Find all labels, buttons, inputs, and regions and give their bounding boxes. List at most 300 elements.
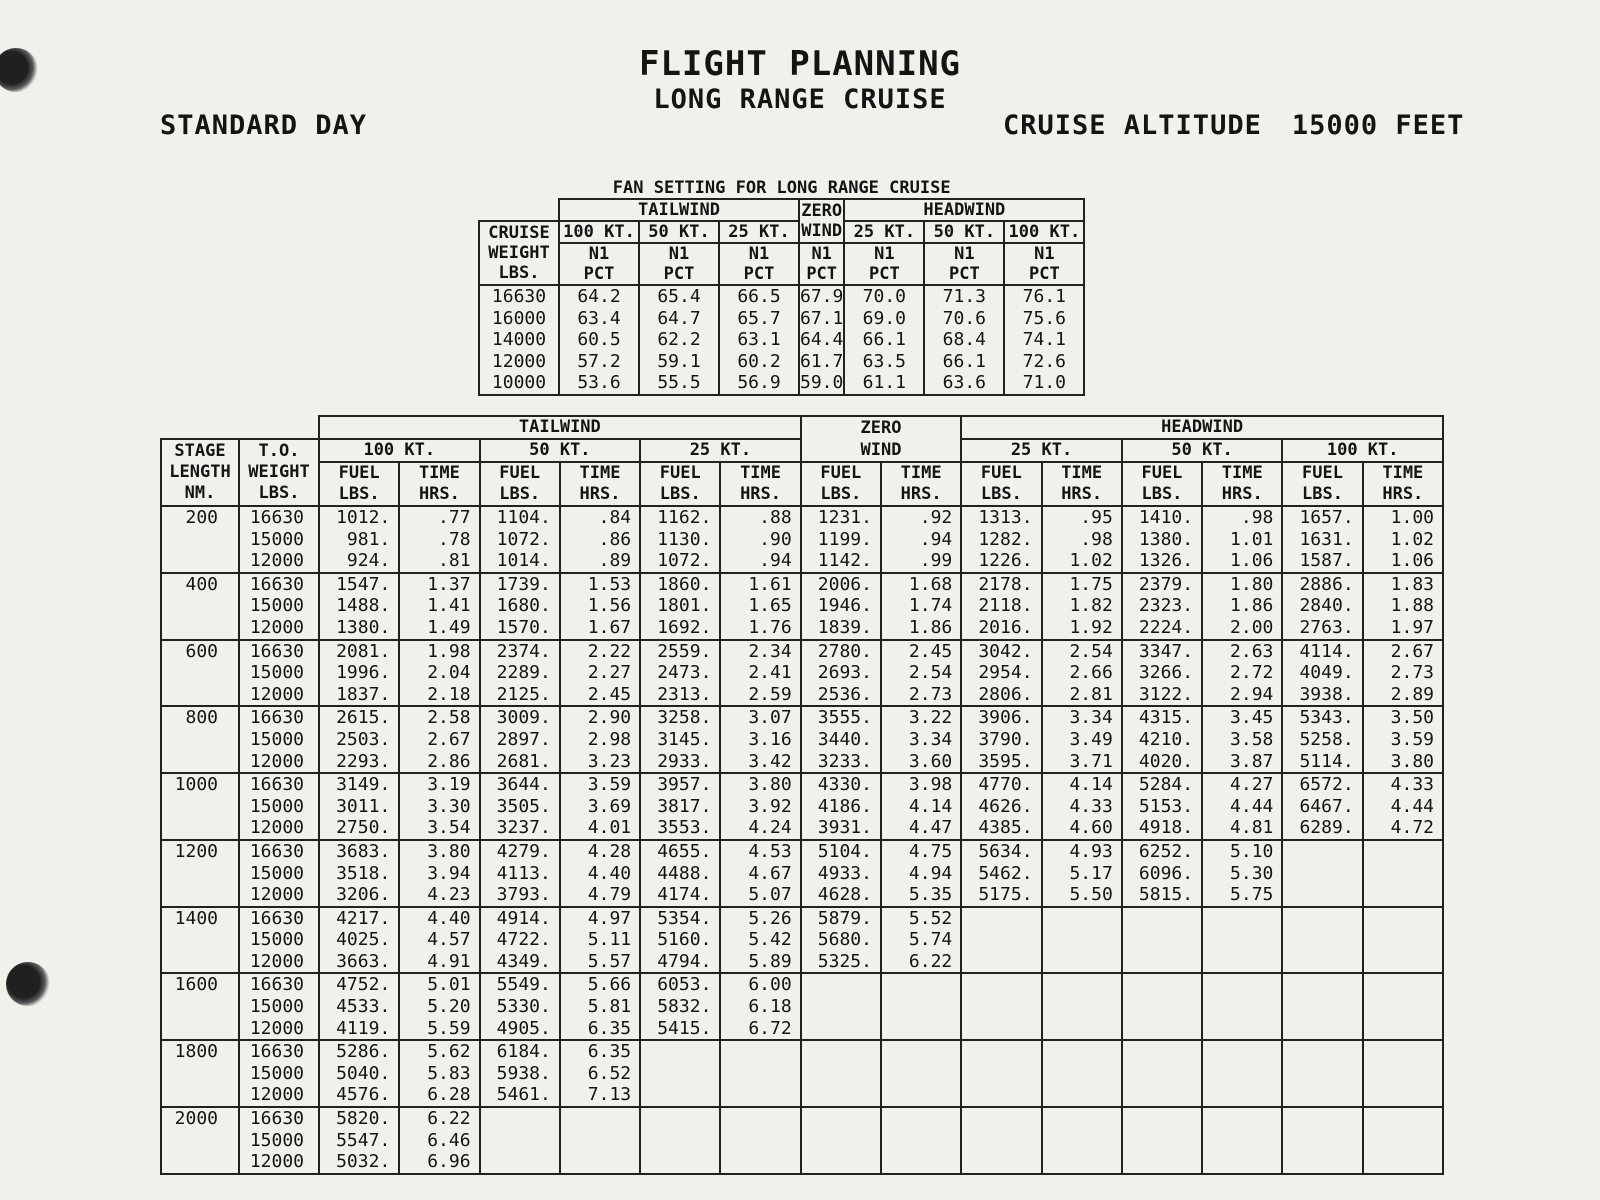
fan-n1-cell: 56.9 — [719, 372, 799, 395]
stage-length-cell: 1000 — [161, 773, 239, 840]
fan-col-header: 100 KT. — [559, 221, 639, 243]
time-value: 2.67 — [427, 728, 471, 750]
empty-line — [962, 908, 1032, 930]
fuel-value: 1380. — [336, 616, 391, 638]
empty-line — [1203, 929, 1273, 951]
empty-line — [721, 1151, 791, 1173]
time-value: .95 — [1080, 507, 1113, 528]
time-cell — [720, 706, 800, 773]
stage-length-cell: 800 — [161, 706, 239, 773]
fuel-value: 1657. — [1299, 507, 1354, 528]
fan-n1-cell: 63.4 — [559, 308, 639, 330]
time-value: .77 — [438, 507, 471, 528]
fuel-label: FUEL — [1141, 463, 1183, 483]
time-value: 4.97 — [587, 907, 632, 929]
time-header — [1363, 462, 1443, 506]
fuel-value: 3237. — [496, 817, 551, 839]
fuel-value: 3011. — [336, 795, 391, 817]
fuel-value: 3042. — [978, 640, 1033, 662]
empty-line — [962, 929, 1032, 951]
fuel-cell — [319, 573, 399, 640]
time-value: 1.49 — [427, 616, 471, 638]
time-value: 5.52 — [908, 907, 953, 929]
fuel-cell — [480, 973, 560, 1040]
empty-line — [1364, 1108, 1434, 1130]
fuel-value: 3793. — [496, 884, 551, 906]
time-cell — [1363, 573, 1443, 640]
fuel-value: 2897. — [496, 728, 551, 750]
fuel-value: 3555. — [817, 707, 872, 729]
time-cell — [1042, 706, 1122, 773]
fuel-value: 3122. — [1138, 683, 1194, 705]
time-value: 2.81 — [1069, 683, 1113, 705]
fuel-cell — [1282, 773, 1362, 840]
empty-line — [1123, 1041, 1193, 1063]
time-value: 5.89 — [748, 950, 792, 972]
empty-line — [802, 1108, 872, 1130]
empty-line — [882, 1108, 952, 1130]
time-value: 2.00 — [1230, 616, 1274, 638]
fuel-cell — [801, 640, 881, 707]
fuel-value: 3145. — [657, 728, 712, 750]
time-value: .88 — [759, 507, 792, 528]
time-cell — [1042, 773, 1122, 840]
empty-line — [641, 1041, 711, 1063]
fan-weight-cell: 10000 — [479, 372, 559, 395]
empty-line — [1123, 996, 1193, 1018]
fuel-cell — [319, 706, 399, 773]
wind-speed-header: 100 KT. — [319, 439, 480, 462]
weight-value: 16630 — [249, 573, 304, 595]
time-value: 3.59 — [1390, 728, 1434, 750]
time-value: .90 — [759, 528, 792, 550]
weight-value: 15000 — [249, 662, 304, 684]
time-value: 2.54 — [908, 662, 953, 684]
time-value: 3.92 — [748, 795, 792, 817]
empty-line — [1203, 1108, 1273, 1130]
fuel-cell — [1282, 706, 1362, 773]
fuel-value: 2681. — [496, 750, 551, 772]
time-value: 3.23 — [587, 750, 632, 772]
empty-line — [882, 1063, 952, 1085]
fuel-cell — [1122, 773, 1202, 840]
fuel-value: 1996. — [336, 662, 391, 684]
time-value: 6.46 — [427, 1129, 471, 1151]
fuel-cell — [640, 1040, 720, 1107]
empty-line — [1283, 1130, 1353, 1152]
weight-value: 15000 — [249, 795, 304, 817]
fuel-label: FUEL — [820, 463, 862, 483]
time-value: 6.35 — [587, 1017, 632, 1039]
time-cell — [881, 973, 961, 1040]
time-cell — [720, 506, 800, 573]
empty-line — [1123, 1151, 1193, 1173]
fan-table-row — [479, 285, 1084, 308]
time-value: 3.94 — [427, 862, 471, 884]
fuel-value: 5832. — [657, 996, 712, 1018]
time-value: 5.75 — [1230, 884, 1274, 906]
fan-col-header: 25 KT. — [719, 221, 799, 243]
time-value: 4.57 — [427, 929, 471, 951]
n1-pct-header — [799, 243, 844, 285]
time-unit: HRS. — [1061, 484, 1103, 504]
time-cell — [399, 907, 479, 974]
empty-line — [802, 1084, 872, 1106]
empty-line — [561, 1108, 631, 1130]
fuel-cell — [1282, 907, 1362, 974]
empty-line — [1283, 841, 1353, 863]
empty-line — [481, 1151, 551, 1173]
n1-pct-header — [719, 243, 799, 285]
time-value: 1.97 — [1390, 616, 1434, 638]
time-value: 4.40 — [587, 862, 632, 884]
fuel-value: 5325. — [817, 950, 872, 972]
fan-weight-header — [479, 221, 559, 285]
time-cell — [1042, 640, 1122, 707]
fuel-value: 1104. — [496, 507, 551, 528]
time-value: 4.47 — [908, 817, 953, 839]
time-value: .98 — [1080, 528, 1113, 550]
fuel-cell — [961, 640, 1041, 707]
fuel-value: 3644. — [496, 774, 551, 796]
fuel-value: 4114. — [1299, 640, 1354, 662]
fuel-label: FUEL — [1302, 463, 1343, 483]
time-cell — [399, 840, 479, 907]
time-cell — [560, 706, 640, 773]
fuel-value: 3553. — [657, 817, 712, 839]
fuel-value: 3957. — [657, 774, 712, 796]
weight-value: 12000 — [249, 1084, 304, 1106]
weight-value: 12000 — [249, 817, 304, 839]
fuel-value: 4533. — [336, 996, 391, 1018]
zero-wind-sublabel: WIND — [801, 439, 962, 462]
fuel-cell — [801, 1040, 881, 1107]
time-value: 4.01 — [587, 817, 632, 839]
empty-line — [1364, 1151, 1434, 1173]
weight-value: 12000 — [249, 950, 304, 972]
time-header — [399, 462, 479, 506]
stage-length-cell: 2000 — [161, 1107, 239, 1174]
wind-speed-header: 100 KT. — [1282, 439, 1443, 462]
cruise-altitude-value: 15000 FEET — [1291, 110, 1465, 141]
fuel-cell — [640, 907, 720, 974]
fuel-value: 1282. — [978, 528, 1033, 550]
time-cell — [1363, 1107, 1443, 1174]
fuel-value: 3258. — [657, 707, 712, 729]
empty-line — [802, 1151, 872, 1173]
time-value: 1.41 — [427, 595, 471, 617]
n1-label: N1 — [1034, 244, 1055, 264]
time-value: 1.92 — [1069, 616, 1113, 638]
time-cell — [881, 840, 961, 907]
fuel-cell — [961, 907, 1041, 974]
fuel-value: 4655. — [657, 840, 712, 862]
empty-line — [1043, 1063, 1113, 1085]
time-value: 5.30 — [1230, 862, 1274, 884]
time-unit: HRS. — [1382, 484, 1424, 504]
weight-value: 16630 — [249, 840, 304, 862]
fuel-value: 1326. — [1138, 550, 1194, 572]
fan-col-header: 25 KT. — [844, 221, 924, 243]
empty-line — [1364, 841, 1434, 863]
n1-label: N1 — [954, 244, 975, 264]
time-value: 4.53 — [748, 840, 792, 862]
time-value: 2.98 — [587, 728, 632, 750]
empty-line — [1364, 996, 1434, 1018]
time-value: 4.14 — [908, 795, 953, 817]
time-value: 4.67 — [748, 862, 792, 884]
fan-n1-cell: 59.0 — [800, 372, 844, 393]
empty-line — [802, 996, 872, 1018]
time-cell — [720, 1040, 800, 1107]
flight-planning-table — [160, 415, 1444, 1175]
time-cell — [1042, 1040, 1122, 1107]
wind-speed-header: 25 KT. — [640, 439, 801, 462]
n1-label: N1 — [668, 244, 690, 264]
empty-line — [481, 1108, 551, 1130]
time-value: 4.93 — [1069, 840, 1113, 862]
empty-line — [721, 1108, 791, 1130]
fuel-value: 5284. — [1138, 774, 1194, 796]
fuel-value: 3790. — [978, 728, 1033, 750]
fan-zero-wind-group — [799, 199, 844, 243]
fuel-cell — [640, 973, 720, 1040]
fan-n1-cell: 67.1 — [800, 307, 844, 329]
fuel-value: 5634. — [978, 840, 1033, 862]
time-cell — [399, 773, 479, 840]
time-cell — [1202, 907, 1282, 974]
fuel-value: 5354. — [657, 907, 712, 929]
fuel-cell — [1282, 573, 1362, 640]
fuel-value: 4770. — [978, 774, 1033, 796]
time-value: 1.82 — [1069, 595, 1113, 617]
time-value: 2.89 — [1390, 683, 1434, 705]
fuel-cell — [961, 506, 1041, 573]
fuel-header — [1282, 462, 1362, 506]
tailwind-group: TAILWIND — [319, 416, 801, 439]
weight-value: 15000 — [249, 1129, 304, 1151]
pct-label: PCT — [1029, 264, 1060, 284]
fuel-cell — [319, 773, 399, 840]
fuel-value: 4020. — [1138, 750, 1194, 772]
weight-value: 12000 — [249, 550, 304, 572]
time-cell — [881, 1107, 961, 1174]
time-value: 7.13 — [587, 1084, 632, 1106]
fan-n1-cell: 67.9 — [800, 286, 844, 307]
fuel-value: 4025. — [336, 929, 391, 951]
fan-n1-cell: 76.1 — [1004, 285, 1084, 308]
fuel-cell — [801, 973, 881, 1040]
fuel-header — [961, 462, 1041, 506]
fan-weight-cell: 12000 — [479, 351, 559, 373]
fuel-header — [480, 462, 560, 506]
fan-n1-cell: 63.5 — [844, 351, 924, 373]
empty-line — [1364, 1063, 1434, 1085]
fuel-cell — [1122, 706, 1202, 773]
time-value: 5.07 — [748, 884, 792, 906]
empty-line — [1203, 1041, 1273, 1063]
time-value: 2.90 — [587, 707, 632, 729]
page-subtitle: LONG RANGE CRUISE — [653, 84, 947, 115]
empty-line — [1283, 996, 1353, 1018]
fuel-label: FUEL — [338, 463, 380, 483]
fuel-value: 5286. — [336, 1041, 391, 1063]
time-header — [560, 462, 640, 506]
fuel-value: 4918. — [1138, 817, 1194, 839]
stage-length-cell: 1400 — [161, 907, 239, 974]
fuel-value: 2559. — [657, 640, 712, 662]
time-cell — [1363, 506, 1443, 573]
fuel-cell — [961, 840, 1041, 907]
fuel-cell — [480, 773, 560, 840]
fuel-value: 1739. — [496, 573, 551, 595]
fan-n1-cell: 71.0 — [1004, 372, 1084, 395]
empty-line — [1123, 951, 1193, 973]
time-label: TIME — [1221, 463, 1263, 483]
empty-line — [721, 1063, 791, 1085]
stage-block-row — [161, 907, 1443, 974]
zero-wind-group: ZERO — [801, 416, 962, 439]
fuel-value: 4349. — [496, 950, 551, 972]
fuel-value: 2379. — [1138, 573, 1194, 595]
time-value: 3.45 — [1230, 707, 1274, 729]
fuel-value: 5258. — [1299, 728, 1354, 750]
empty-line — [1043, 974, 1113, 996]
time-cell — [399, 573, 479, 640]
fan-n1-cell: 64.7 — [639, 308, 719, 330]
time-cell — [881, 907, 961, 974]
empty-line — [802, 1018, 872, 1040]
time-value: 3.22 — [908, 707, 953, 729]
time-unit: HRS. — [579, 484, 621, 504]
n1-label: N1 — [811, 244, 832, 264]
tow-header-line: WEIGHT — [248, 462, 310, 482]
fuel-value: 924. — [346, 550, 391, 572]
fuel-cell — [961, 773, 1041, 840]
time-value: 2.45 — [587, 683, 632, 705]
time-value: 2.86 — [427, 750, 471, 772]
stage-length-header — [161, 439, 239, 506]
fuel-value: 5160. — [657, 929, 712, 951]
fuel-cell — [801, 773, 881, 840]
empty-line — [1203, 951, 1273, 973]
time-value: 3.34 — [908, 728, 953, 750]
fuel-value: 1570. — [496, 616, 551, 638]
time-value: 1.37 — [427, 573, 471, 595]
time-value: 4.81 — [1230, 817, 1274, 839]
fuel-value: 981. — [346, 528, 391, 550]
time-value: 3.34 — [1069, 707, 1113, 729]
fuel-value: 2224. — [1138, 616, 1194, 638]
weight-value: 15000 — [249, 862, 304, 884]
fan-n1-cell: 60.5 — [559, 329, 639, 351]
fuel-cell — [640, 706, 720, 773]
time-value: 4.28 — [587, 840, 632, 862]
time-cell — [1202, 506, 1282, 573]
time-unit: HRS. — [418, 484, 460, 504]
time-value: 2.34 — [748, 640, 792, 662]
weight-value: 12000 — [249, 1151, 304, 1173]
fuel-value: 4210. — [1138, 728, 1194, 750]
fan-n1-cell: 60.2 — [719, 351, 799, 373]
fan-n1-cell: 64.4 — [800, 329, 844, 350]
fuel-value: 4113. — [496, 862, 551, 884]
fuel-value: 2081. — [336, 640, 391, 662]
fuel-cell — [1282, 973, 1362, 1040]
time-value: 3.58 — [1230, 728, 1274, 750]
empty-line — [802, 1130, 872, 1152]
empty-line — [1364, 951, 1434, 973]
time-value: 3.54 — [427, 817, 471, 839]
time-cell — [560, 1040, 640, 1107]
fuel-value: 5879. — [817, 907, 872, 929]
fuel-value: 2693. — [817, 662, 872, 684]
fuel-cell — [961, 1040, 1041, 1107]
fan-n1-cell: 64.2 — [559, 285, 639, 308]
time-value: 2.63 — [1230, 640, 1274, 662]
weight-value: 15000 — [249, 595, 304, 617]
empty-line — [1123, 1084, 1193, 1106]
time-value: .94 — [919, 528, 953, 550]
time-value: 2.22 — [587, 640, 632, 662]
time-value: 3.71 — [1069, 750, 1113, 772]
empty-line — [882, 1018, 952, 1040]
time-value: .89 — [598, 550, 632, 572]
stage-length-cell: 1600 — [161, 973, 239, 1040]
time-value: 5.10 — [1230, 840, 1274, 862]
fuel-value: 6252. — [1138, 840, 1194, 862]
stage-block-row — [161, 773, 1443, 840]
pct-label: PCT — [806, 264, 838, 284]
fuel-value: 4752. — [336, 974, 391, 996]
time-value: 4.44 — [1230, 795, 1274, 817]
empty-line — [1283, 1063, 1353, 1085]
time-value: 1.02 — [1390, 528, 1434, 550]
fuel-value: 5415. — [657, 1017, 712, 1039]
time-value: 2.41 — [748, 662, 792, 684]
fuel-value: 5461. — [496, 1084, 551, 1106]
fuel-value: 5815. — [1138, 884, 1194, 906]
fuel-value: 3518. — [336, 862, 391, 884]
fuel-value: 1837. — [336, 683, 391, 705]
empty-line — [1203, 1018, 1273, 1040]
empty-line — [641, 1084, 711, 1106]
fuel-value: 2374. — [496, 640, 551, 662]
fuel-value: 5032. — [336, 1151, 391, 1173]
fuel-value: 4330. — [817, 774, 872, 796]
fuel-value: 2323. — [1138, 595, 1194, 617]
fuel-value: 1860. — [657, 573, 712, 595]
empty-line — [1364, 884, 1434, 906]
fuel-value: 3440. — [817, 728, 872, 750]
time-value: 6.72 — [748, 1017, 792, 1039]
empty-line — [1364, 929, 1434, 951]
time-unit: HRS. — [740, 484, 782, 504]
cruise-altitude-label: CRUISE ALTITUDE — [1003, 110, 1262, 141]
stage-header-line: LENGTH — [169, 462, 231, 482]
fuel-value: 5680. — [817, 929, 872, 951]
fuel-value: 1547. — [336, 573, 391, 595]
time-cell — [1202, 840, 1282, 907]
fuel-value: 1226. — [978, 550, 1033, 572]
fuel-value: 3938. — [1299, 683, 1354, 705]
time-cell — [720, 773, 800, 840]
empty-line — [641, 1063, 711, 1085]
time-cell — [1363, 907, 1443, 974]
cruise-altitude — [1003, 110, 1464, 141]
time-value: 6.00 — [748, 974, 792, 996]
time-value: 4.91 — [427, 950, 471, 972]
